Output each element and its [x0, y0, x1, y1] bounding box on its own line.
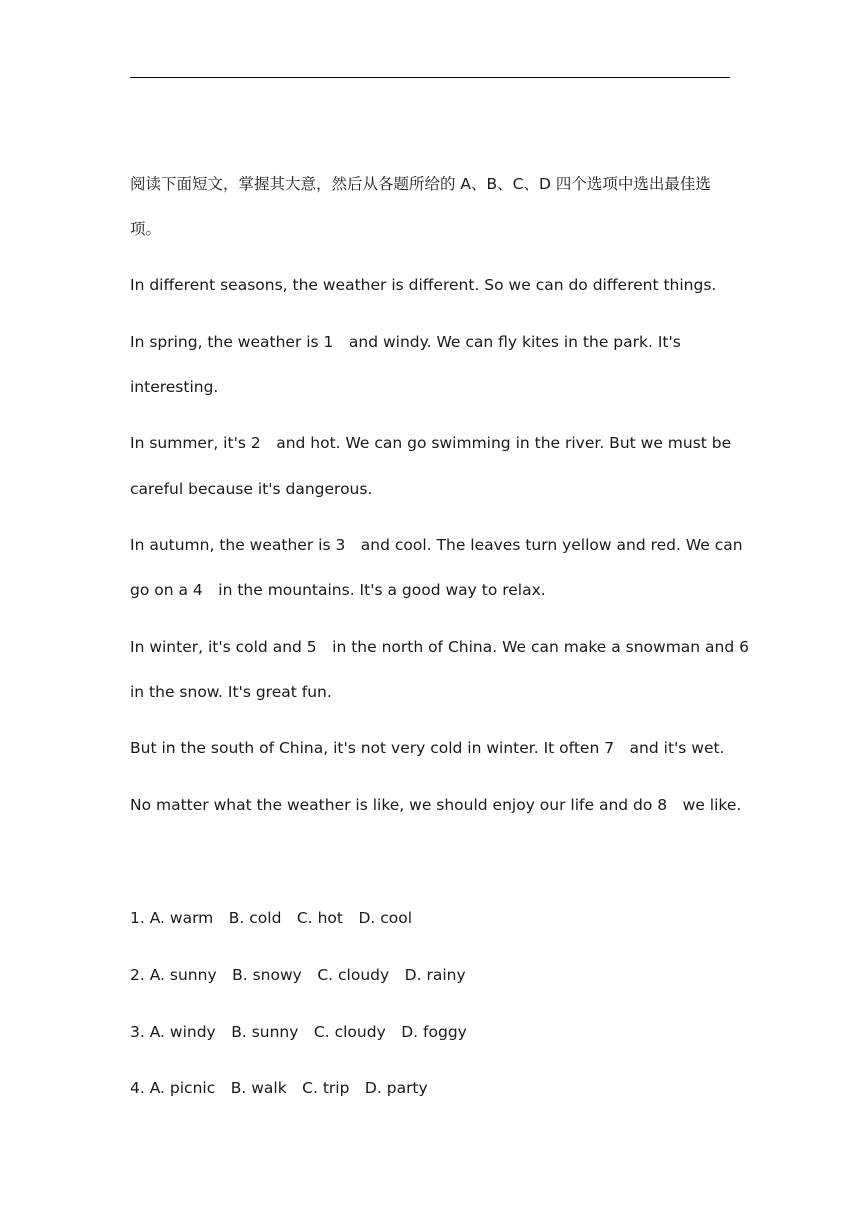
question-2: 2. A. sunny B. snowy C. cloudy D. rainy	[130, 966, 466, 984]
passage-autumn-line-2: go on a 4 in the mountains. It's a good way to relax.	[130, 581, 546, 599]
passage-south: But in the south of China, it's not very cold in winter. It often 7 and it's wet.	[130, 739, 725, 757]
question-1: 1. A. warm B. cold C. hot D. cool	[130, 909, 413, 927]
passage-spring-line-2: interesting.	[130, 378, 219, 396]
passage-summer-line-2: careful because it's dangerous.	[130, 480, 373, 498]
passage-intro: In different seasons, the weather is different. So we can do different things.	[130, 276, 717, 294]
passage-summer-line-1: In summer, it's 2 and hot. We can go swimming in the river. But we must be	[130, 434, 732, 452]
header-rule	[130, 77, 730, 78]
instruction-line-2: 项。	[130, 220, 162, 238]
passage-winter-line-1: In winter, it's cold and 5 in the north of China. We can make a snowman and 6	[130, 638, 749, 656]
passage-conclusion: No matter what the weather is like, we should enjoy our life and do 8 we like.	[130, 796, 742, 814]
passage-winter-line-2: in the snow. It's great fun.	[130, 683, 332, 701]
passage-autumn-line-1: In autumn, the weather is 3 and cool. The leaves turn yellow and red. We can	[130, 536, 743, 554]
question-4: 4. A. picnic B. walk C. trip D. party	[130, 1079, 428, 1097]
question-3: 3. A. windy B. sunny C. cloudy D. foggy	[130, 1023, 467, 1041]
instruction-line-1: 阅读下面短文，掌握其大意，然后从各题所给的 A、B、C、D 四个选项中选出最佳选	[130, 175, 711, 193]
passage-spring-line-1: In spring, the weather is 1 and windy. We can fly kites in the park. It's	[130, 333, 681, 351]
